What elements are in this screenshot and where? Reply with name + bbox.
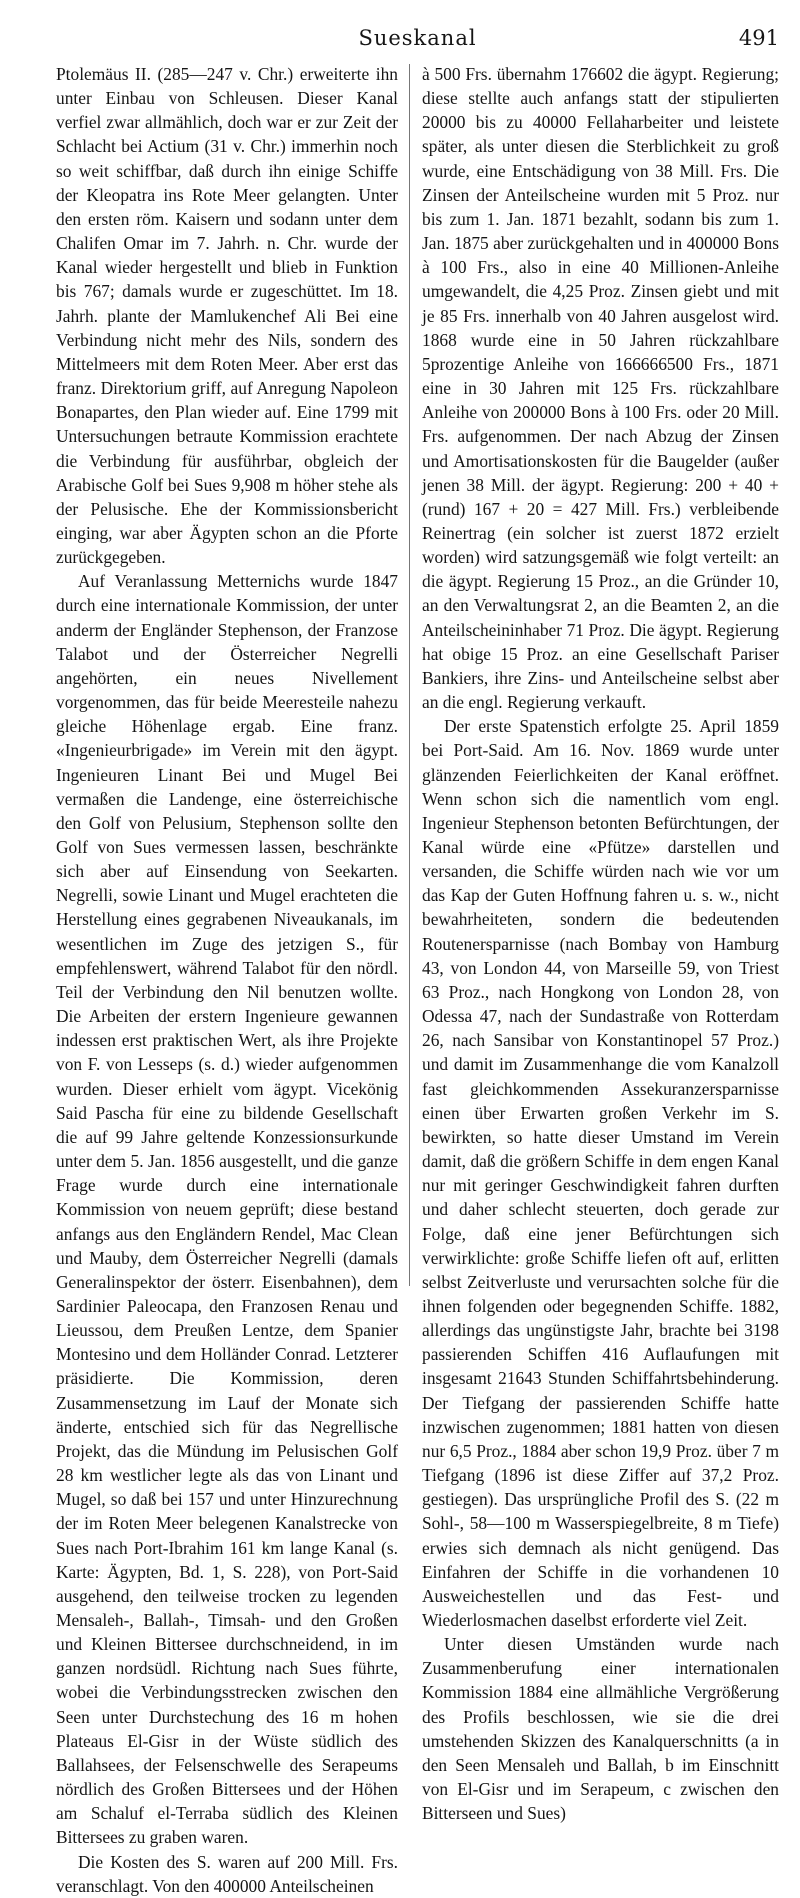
paragraph: Der erste Spatenstich erfolgte 25. April 1859 bei Port-Said. Am 16. Nov. 1869 wurde unter glänzenden Feierlichkeiten der Kanal eröffnet. Wenn schon sich die namentlich vom engl. Ingenieur Stephenson betonten Befürchtungen, der Kanal würde eine «Pfütze» darstellen und versanden, die Schiffe würden nach wie vor um das Kap der Guten Hoffnung fahren u. s. w., nicht bewahrheiteten, sondern die bedeutenden Routenersparnisse (nach Bombay von Hamburg 43, von London 44, von Marseille 59, von Triest 63 Proz., nach Hongkong von London 28, von Odessa 47, nach der Sundastraße von Rotterdam 26, nach Sansibar von Konstantinopel 57 Proz.) und damit im Zusammenhange die vom Kanalzoll fast gleichkommenden Assekuranzersparnisse einen über Erwarten großen Verkehr im S. bewirkten, so hatte dieser Umstand im Verein damit, daß die größern Schiffe in dem engen Kanal nur mit geringer Geschwindigkeit fahren durften und daher schlecht steuerten, doch gerade zur Folge, daß eine jener Befürchtungen sich verwirklichte: große Schiffe liefen oft auf, erlitten selbst Zeitverluste und verursachten solche für die ihnen folgenden oder begegnenden Schiffe. 1882, allerdings das ungünstigste Jahr, brachte bei 3198 passierenden Schiffen 416 Auflaufungen mit insgesamt 21643 Stunden Schiffahrtsbehinderung. Der Tiefgang der passierenden Schiffe hatte inzwischen zugenommen; 1881 hatten von diesen nur 6,5 Proz., 1884 aber schon 19,9 Proz. über 7 m Tiefgang (1896 ist diese Ziffer auf 37,2 Proz. gestiegen). Das ursprüngliche Profil des S. (22 m Sohl-, 58—100 m Wasserspiegelbreite, 8 m Tiefe) erwies sich demnach als nicht genügend. Das Einfahren der Schiffe in die vorhandenen 10 Ausweichestellen und das Fest- und Wiederlosmachen daselbst erforderte viel Zeit. [422,716,779,1630]
paragraph: Unter diesen Umständen wurde nach Zusammenberufung einer internationalen Kommission 1884 eine allmähliche Vergrößerung des Profils beschlossen, wie sie die drei umstehenden Skizzen des Kanalquerschnitts (a in den Seen Mensaleh und Ballah, b im Einschnitt von El-Gisr und im Serapeum, c zwischen den Bitterseen und Sues) [422,1634,779,1824]
running-head: Sueskanal [358,26,477,50]
page-header [56,22,779,62]
right-column [422,62,779,1824]
paragraph: Ptolemäus II. (285—247 v. Chr.) erweiterte ihn unter Einbau von Schleusen. Dieser Kanal verfiel zwar allmählich, doch war er zur Zeit der Schlacht bei Actium (31 v. Chr.) immerhin noch so weit schiffbar, daß durch ihn einige Schiffe der Kleopatra ins Rote Meer gelangten. Unter den ersten röm. Kaisern und sodann unter dem Chalifen Omar im 7. Jahrh. n. Chr. wurde der Kanal wieder hergestellt und blieb in Funktion bis 767; damals wurde er zugeschüttet. Im 18. Jahrh. plante der Mamlukenchef Ali Bei eine Verbindung nicht mehr des Nils, sondern des Mittelmeers mit dem Roten Meer. Aber erst das franz. Direktorium griff, auf Anregung Napoleon Bonapartes, den Plan wieder auf. Eine 1799 mit Untersuchungen betraute Kommission erachtete die Verbindung für ausführbar, obgleich der Arabische Golf bei Sues 9,908 m höher stehe als der Pelusische. Ehe der Kommissionsbericht einging, war aber Ägypten schon an die Pforte zurückgegeben. [56,64,398,568]
page-number: 491 [738,26,779,50]
column-divider [409,64,410,1286]
paragraph: à 500 Frs. übernahm 176602 die ägypt. Regierung; diese stellte auch anfangs statt der stipulierten 20000 bis zu 40000 Fellaharbeiter und leistete später, als unter diesen die Sterblichkeit zu groß wurde, eine Entschädigung von 38 Mill. Frs. Die Zinsen der Anteilscheine wurden mit 5 Proz. nur bis zum 1. Jan. 1871 bezahlt, sodann bis zum 1. Jan. 1875 aber zurückgehalten und in 400000 Bons à 100 Frs., also in eine 40 Millionen-Anleihe umgewandelt, die 4,25 Proz. Zinsen giebt und mit je 85 Frs. innerhalb von 40 Jahren ausgelost wird. 1868 wurde eine in 50 Jahren rückzahlbare 5prozentige Anleihe von 166666500 Frs., 1871 eine in 30 Jahren mit 125 Frs. rückzahlbare Anleihe von 200000 Bons à 100 Frs. oder 20 Mill. Frs. aufgenommen. Der nach Abzug der Zinsen und Amortisationskosten für die Baugelder (außer jenen 38 Mill. der ägypt. Regierung: 200 + 40 + (rund) 167 + 20 = 427 Mill. Frs.) verbleibende Reinertrag (ein solcher ist zuerst 1872 erzielt worden) wird satzungsgemäß wie folgt verteilt: an die ägypt. Regierung 15 Proz., an die Gründer 10, an den Verwaltungsrat 2, an die Beamten 2, an die Anteilscheininhaber 71 Proz. Die ägypt. Regierung hat obige 15 Proz. an eine Gesellschaft Pariser Bankiers, ihre Zins- und Anteilscheine selbst aber an die engl. Regierung verkauft. [422,64,779,713]
left-column [56,62,398,1896]
paragraph: Auf Veranlassung Metternichs wurde 1847 durch eine internationale Kommission, der unter anderm der Engländer Stephenson, der Franzose Talabot und der Österreicher Negrelli angehörten, ein neues Nivellement vorgenommen, das für beide Meeresteile nahezu gleiche Höhenlage ergab. Eine franz. «Ingenieurbrigade» im Verein mit den ägypt. Ingenieuren Linant Bei und Mugel Bei vermaßen die Landenge, eine österreichische den Golf von Pelusium, Stephenson sollte den Golf von Sues vermessen lassen, beschränkte sich aber auf Einsendung von Seekarten. Negrelli, sowie Linant und Mugel erachteten die Herstellung eines gegrabenen Niveaukanals, im wesentlichen im Zuge des jetzigen S., für empfehlenswert, während Talabot für den nördl. Teil der Verbindung den Nil benutzen wollte. Die Arbeiten der erstern Ingenieure gewannen indessen erst praktischen Wert, als ihre Projekte von F. von Lesseps (s. d.) wieder aufgenommen wurden. Dieser erhielt vom ägypt. Vicekönig Said Pascha für eine zu bildende Gesellschaft die auf 99 Jahre geltende Konzessionsurkunde unter dem 5. Jan. 1856 ausgestellt, und die ganze Frage wurde durch eine internationale Kommission von neuem geprüft; diese bestand anfangs aus den Engländern Rendel, Mac Clean und Mauby, dem Österreicher Negrelli (damals Generalinspektor der österr. Eisenbahnen), dem Sardinier Paleocapa, den Franzosen Renau und Lieussou, dem Preußen Lentze, dem Spanier Montesino und dem Holländer Conrad. Letzterer präsidierte. Die Kommission, deren Zusammensetzung im Lauf der Monate sich änderte, entschied sich für das Negrellische Projekt, das die Mündung im Pelusischen Golf 28 km westlicher legte als das von Linant und Mugel, so daß bei 157 und unter Hinzurechnung der im Roten Meer belegenen Kanalstrecke von Sues nach Port-Ibrahim 161 km lange Kanal (s. Karte: Ägypten, Bd. 1, S. 228), von Port-Said ausgehend, den teilweise trocken zu legenden Mensaleh-, Ballah-, Timsah- und den Großen und Kleinen Bittersee durchschneidend, in im ganzen nordsüdl. Richtung nach Sues führte, wobei die Verbindungsstrecken zwischen den Seen unter Durchstechung des 16 m hohen Plateaus El-Gisr in der Wüste südlich des Ballahsees, der Felsenschwelle des Serapeums nördlich des Großen Bittersees und der Höhen am Schaluf el-Terraba südlich des Kleinen Bittersees zu graben waren. [56,571,398,1848]
paragraph: Die Kosten des S. waren auf 200 Mill. Frs. veranschlagt. Von den 400000 Anteilscheinen [56,1851,398,1896]
